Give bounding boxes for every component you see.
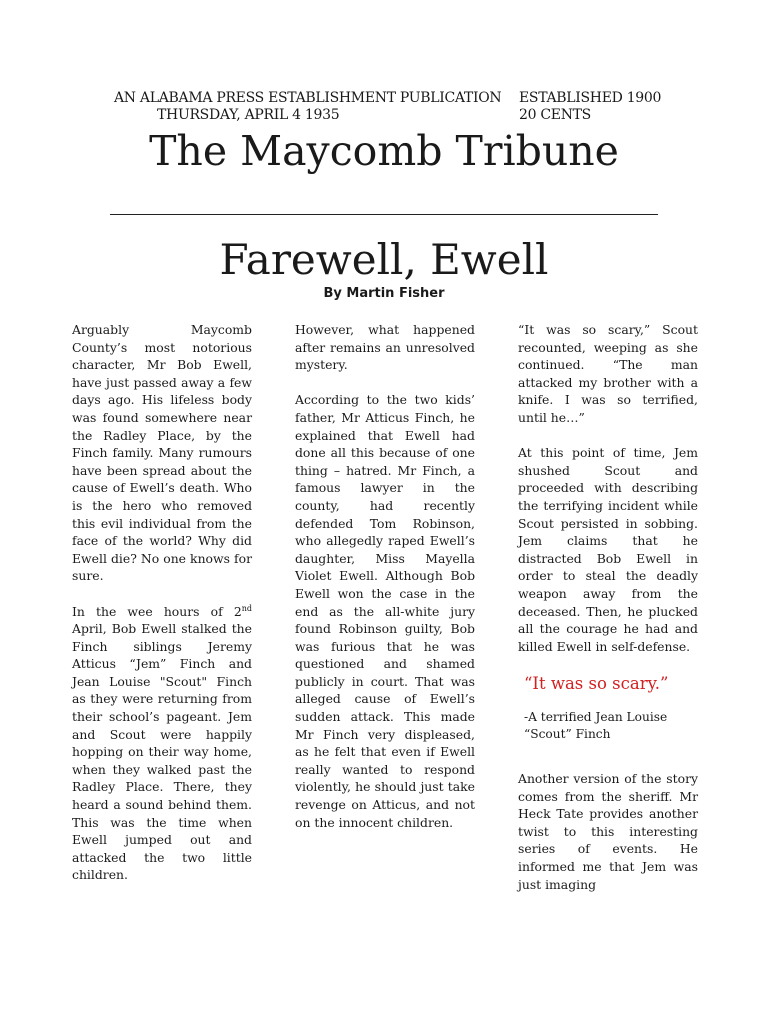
- article-column-1: [72, 321, 252, 902]
- article-column-3: [518, 321, 698, 911]
- paper-title: The Maycomb Tribune: [149, 127, 619, 175]
- publisher-line: AN ALABAMA PRESS ESTABLISHMENT PUBLICATION: [114, 90, 502, 106]
- paragraph: However, what happened after remains an unresolved mystery.: [295, 322, 475, 373]
- issue-date: THURSDAY, APRIL 4 1935: [157, 107, 340, 123]
- attribution-line: “Scout” Finch: [524, 727, 611, 742]
- paragraph: [72, 603, 252, 885]
- paragraph: According to the two kids’ father, Mr Atticus Finch, he explained that Ewell had done all this because of one thing – hatred. Mr Finch, a famous lawyer in the county, had recently defended Tom Robinson, who allegedly raped Ewell’s daughter, Miss Mayella Violet Ewell. Although Bob Ewell won the case in the end as the all-white jury found Robinson guilty, Bob was furious that he was questioned and shamed publicly in court. That was alleged cause of Ewell’s sudden attack. This made Mr Finch very displeased, as he felt that even if Ewell really wanted to respond violently, he should just take revenge on Atticus, and not on the innocent children.: [295, 392, 475, 830]
- price-line: 20 CENTS: [519, 107, 591, 123]
- paragraph-text: In the wee hours of 2: [72, 603, 242, 619]
- established-line: ESTABLISHED 1900: [519, 90, 662, 106]
- quote-attribution: [524, 709, 698, 744]
- article-column-2: [295, 321, 475, 849]
- article-byline: By Martin Fisher: [323, 286, 445, 301]
- paragraph: Another version of the story comes from the sheriff. Mr Heck Tate provides another twist to this interesting series of events. He informed me that Jem was just imaging: [518, 771, 698, 892]
- pull-quote: “It was so scary.”: [524, 673, 669, 693]
- paragraph: “It was so scary,” Scout recounted, weeping as she continued. “The man attacked my brother with a knife. I was so terrified, until he…”: [518, 322, 698, 425]
- paragraph: At this point of time, Jem shushed Scout and proceeded with describing the terrifying incident while Scout persisted in sobbing. Jem claims that he distracted Bob Ewell in order to steal the deadly weapon away from the deceased. Then, he plucked all the courage he had and killed Ewell in self-defense.: [518, 445, 698, 654]
- paragraph-text: April, Bob Ewell stalked the Finch siblings Jeremy Atticus “Jem” Finch and Jean Louise "Scout" Finch as they were returning from their school’s pageant. Jem and Scout were happily hopping on their way home, when they walked past the Radley Place. There, they heard a sound behind them. This was the time when Ewell jumped out and attacked the two little children.: [72, 621, 252, 883]
- ordinal-suffix: nd: [241, 603, 252, 613]
- attribution-line: -A terrified Jean Louise: [524, 709, 668, 724]
- paragraph: Arguably Maycomb County’s most notorious character, Mr Bob Ewell, have just passed away a few days ago. His lifeless body was found somewhere near the Radley Place, by the Finch family. Many rumours have been spread about the cause of Ewell’s death. Who is the hero who removed this evil individual from the face of the world? Why did Ewell die? No one knows for sure.: [72, 322, 252, 584]
- article-headline: Farewell, Ewell: [219, 235, 549, 284]
- masthead-divider: [110, 214, 658, 215]
